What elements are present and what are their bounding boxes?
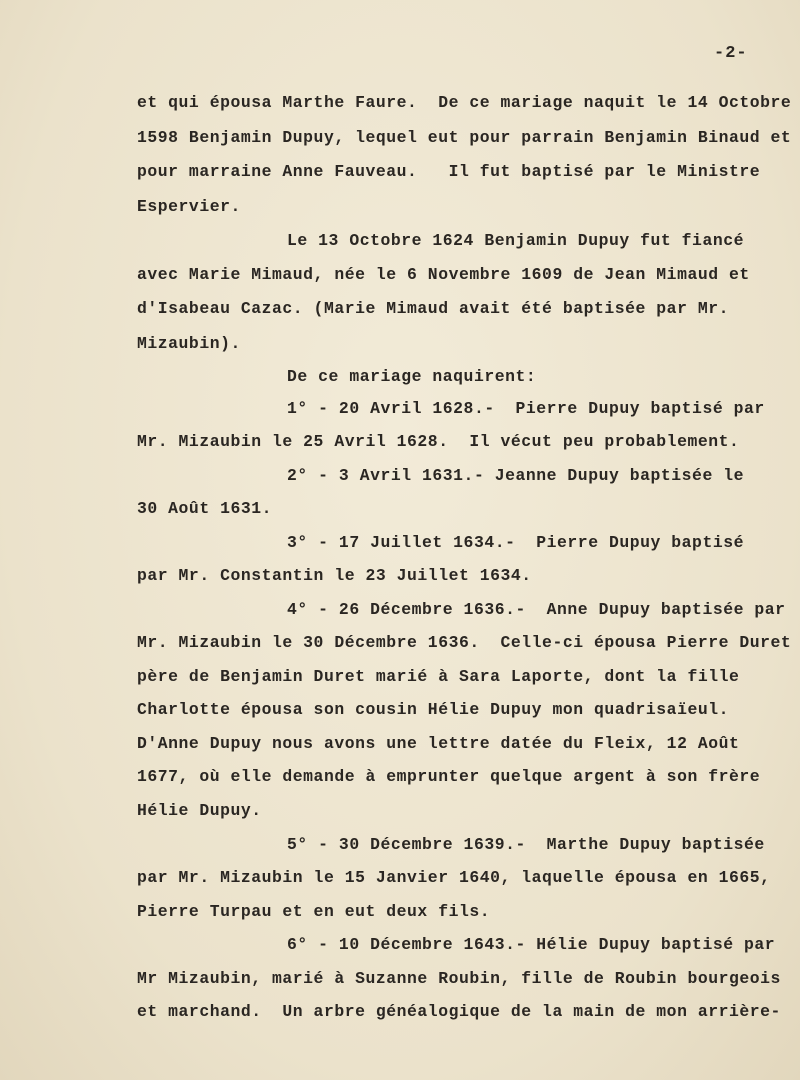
text-line: 4° - 26 Décembre 1636.- Anne Dupuy baptisée par	[287, 600, 786, 619]
text-line: Mr. Mizaubin le 30 Décembre 1636. Celle-ci épousa Pierre Duret	[137, 633, 792, 652]
text-line: et marchand. Un arbre généalogique de la main de mon arrière-	[137, 1002, 781, 1021]
text-line: avec Marie Mimaud, née le 6 Novembre 1609 de Jean Mimaud et	[137, 265, 750, 284]
text-line: pour marraine Anne Fauveau. Il fut baptisé par le Ministre	[137, 162, 761, 181]
text-line: 1677, où elle demande à emprunter quelque argent à son frère	[137, 767, 761, 786]
text-line: De ce mariage naquirent:	[287, 367, 537, 386]
text-line: 2° - 3 Avril 1631.- Jeanne Dupuy baptisée le	[287, 466, 744, 485]
text-line: par Mr. Constantin le 23 Juillet 1634.	[137, 566, 532, 585]
text-line: d'Isabeau Cazac. (Marie Mimaud avait été baptisée par Mr.	[137, 299, 730, 318]
text-line: Mizaubin).	[137, 334, 241, 353]
text-line: Hélie Dupuy.	[137, 801, 262, 820]
page-number: -2-	[714, 44, 748, 63]
text-line: 1598 Benjamin Dupuy, lequel eut pour parrain Benjamin Binaud et	[137, 128, 792, 147]
text-line: Espervier.	[137, 197, 241, 216]
text-line: 5° - 30 Décembre 1639.- Marthe Dupuy baptisée	[287, 835, 765, 854]
text-line: Le 13 Octobre 1624 Benjamin Dupuy fut fiancé	[287, 231, 744, 250]
text-line: père de Benjamin Duret marié à Sara Laporte, dont la fille	[137, 667, 740, 686]
text-line: 6° - 10 Décembre 1643.- Hélie Dupuy baptisé par	[287, 935, 776, 954]
text-line: Pierre Turpau et en eut deux fils.	[137, 902, 491, 921]
text-line: D'Anne Dupuy nous avons une lettre datée du Fleix, 12 Août	[137, 734, 740, 753]
text-line: Mr. Mizaubin le 25 Avril 1628. Il vécut peu probablement.	[137, 432, 740, 451]
text-line: Charlotte épousa son cousin Hélie Dupuy mon quadrisaïeul.	[137, 700, 730, 719]
text-line: 3° - 17 Juillet 1634.- Pierre Dupuy baptisé	[287, 533, 744, 552]
text-line: et qui épousa Marthe Faure. De ce mariage naquit le 14 Octobre	[137, 93, 792, 112]
text-line: par Mr. Mizaubin le 15 Janvier 1640, laquelle épousa en 1665,	[137, 868, 771, 887]
text-line: 30 Août 1631.	[137, 499, 273, 518]
text-line: 1° - 20 Avril 1628.- Pierre Dupuy baptisé par	[287, 399, 765, 418]
text-line: Mr Mizaubin, marié à Suzanne Roubin, fille de Roubin bourgeois	[137, 969, 781, 988]
